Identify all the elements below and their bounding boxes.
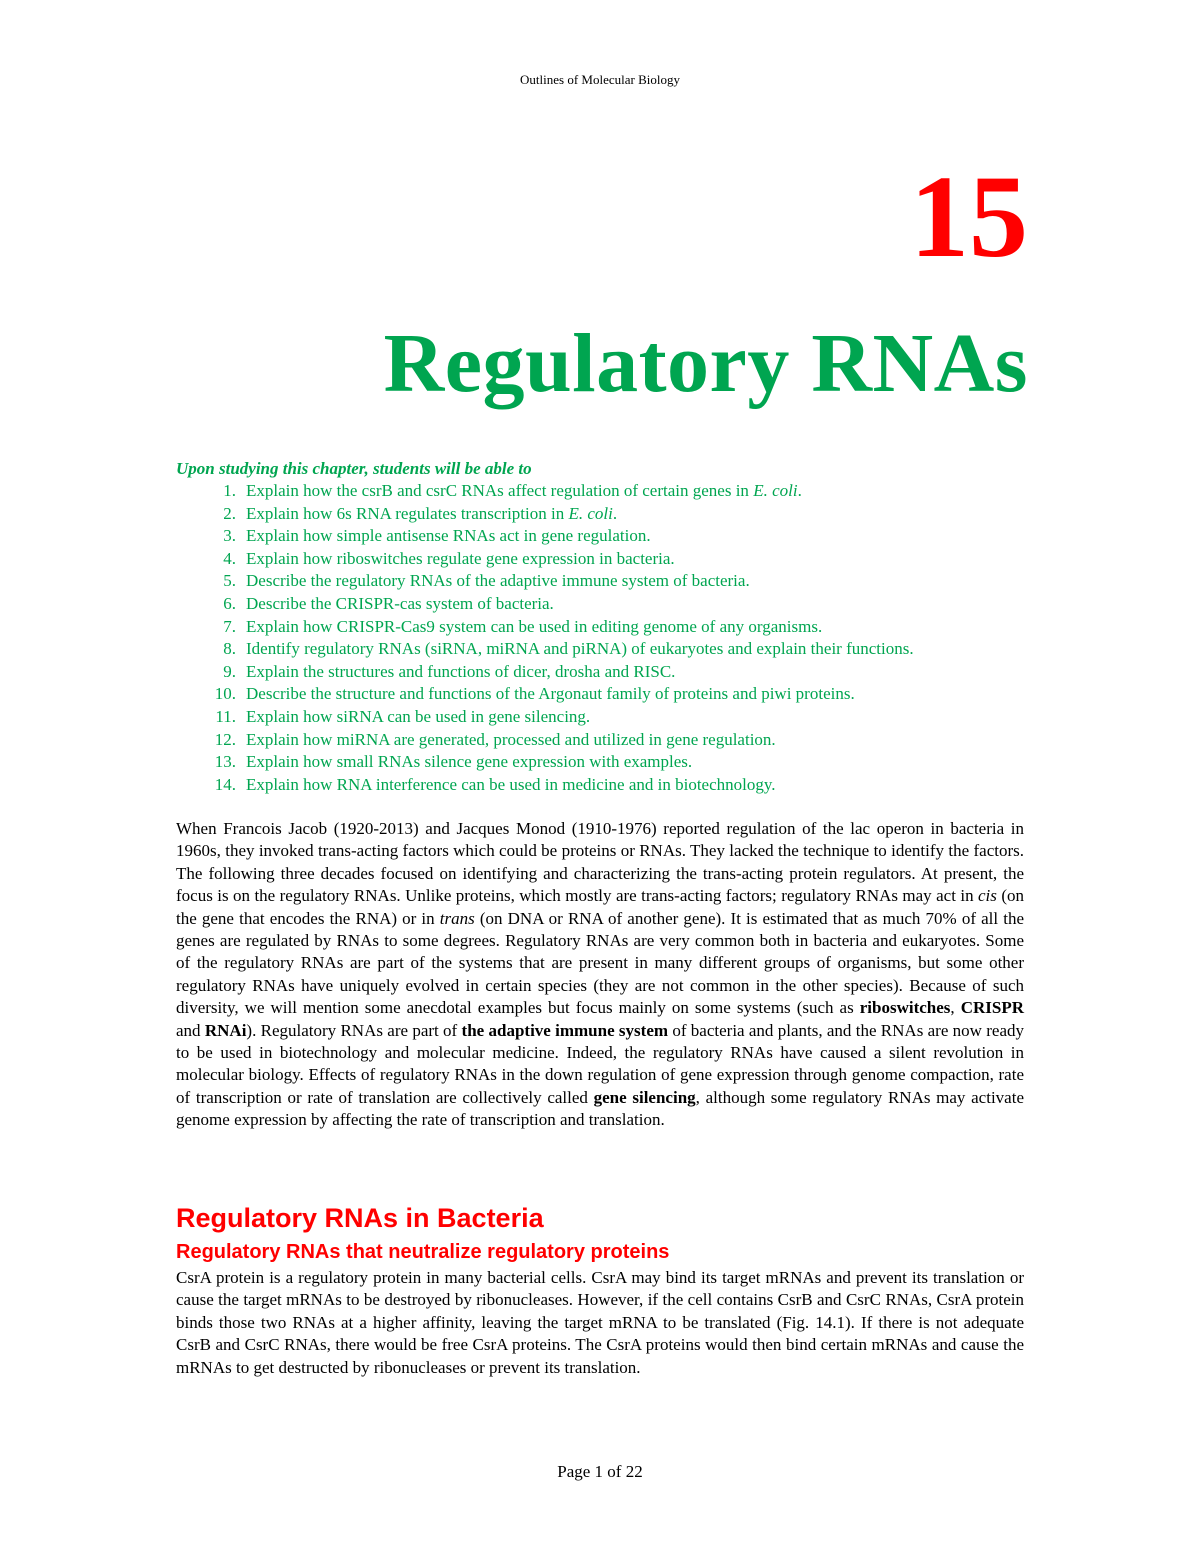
- italic-term: trans: [439, 908, 475, 928]
- objective-text: [246, 684, 855, 703]
- objective-text: [246, 526, 651, 545]
- text-run: Describe the CRISPR-cas system of bacteria.: [246, 593, 554, 613]
- text-run: Explain how simple antisense RNAs act in gene regulation.: [246, 526, 651, 546]
- objective-number: 9.: [223, 661, 236, 681]
- objective-item: [176, 683, 1036, 706]
- objective-text: [246, 504, 617, 523]
- subsection-heading: Regulatory RNAs that neutralize regulatory proteins: [176, 1241, 670, 1263]
- objective-text: [246, 775, 776, 794]
- chapter-number: 15: [910, 151, 1028, 282]
- objective-text: [246, 481, 802, 500]
- objective-number: 13.: [214, 752, 236, 772]
- running-header: Outlines of Molecular Biology: [520, 72, 680, 87]
- text-run: Explain how miRNA are generated, processed and utilized in gene regulation.: [246, 729, 776, 749]
- objective-item: [176, 548, 1036, 571]
- bold-term: the adaptive immune system: [461, 1020, 669, 1040]
- objective-number: 10.: [214, 684, 236, 704]
- objective-number: 6.: [223, 593, 236, 613]
- objective-text: [246, 707, 590, 726]
- objective-item: [176, 661, 1036, 684]
- objective-text: [246, 594, 554, 613]
- objective-item: [176, 616, 1036, 639]
- italic-term: E. coli: [568, 503, 613, 523]
- objective-number: 11.: [215, 706, 236, 726]
- objective-item: [176, 751, 1036, 774]
- objective-item: [176, 638, 1036, 661]
- text-run: Explain how CRISPR-Cas9 system can be used in editing genome of any organisms.: [246, 616, 823, 636]
- text-run: ). Regulatory RNAs are part of: [246, 1020, 462, 1040]
- text-run: Explain how the csrB and csrC RNAs affect regulation of certain genes in: [246, 481, 754, 500]
- bold-term: riboswitches: [859, 998, 951, 1018]
- text-run: Describe the structure and functions of the Argonaut family of proteins and piwi proteins.: [246, 684, 855, 704]
- text-run: Explain how riboswitches regulate gene expression in bacteria.: [246, 548, 675, 568]
- text-run: Explain the structures and functions of dicer, drosha and RISC.: [246, 661, 676, 681]
- text-run: and: [176, 1020, 205, 1040]
- bold-term: RNAi: [204, 1020, 247, 1040]
- text-run: , although some regulatory RNAs may activate genome expression by affecting the rate of transcription and translation.: [176, 1087, 1024, 1130]
- objective-text: [246, 752, 692, 771]
- text-run: When Francois Jacob (1920-2013) and Jacques Monod (1910-1976) reported regulation of the lac operon in bacteria in 1960s, they invoked trans-acting factors which could be proteins or RNAs. They lacked the technique to identify the factors. The following three decades focused on identifying and characterizing the trans-acting protein regulators. At present, the focus is on the regulatory RNAs. Unlike proteins, which mostly are trans-acting factors; regulatory RNAs may act in: [176, 819, 1024, 906]
- text-run: (on DNA or RNA of another gene). It is estimated that as much 70% of all the genes are regulated by RNAs to some degrees. Regulatory RNAs are very common both in bacteria and eukaryotes. Some of the regulatory RNAs are part of the systems that are present in many different groups of organisms, but some other regulatory RNAs have uniquely evolved in certain species (they are not common in the other species). Because of such diversity, we will mention some anecdotal examples but focus mainly on some systems (such as: [176, 908, 1024, 1018]
- text-run: (on the gene that encodes the RNA) or in: [176, 886, 1024, 928]
- section-heading: Regulatory RNAs in Bacteria: [176, 1203, 544, 1233]
- objective-number: 12.: [214, 729, 236, 749]
- objective-text: [246, 639, 914, 658]
- objective-number: 2.: [223, 503, 236, 523]
- objective-item: [176, 774, 1036, 797]
- objectives-intro: Upon studying this chapter, students will be able to: [176, 459, 532, 478]
- objective-number: 8.: [223, 639, 236, 659]
- objective-number: 1.: [223, 481, 236, 500]
- objective-item: [176, 503, 1036, 526]
- text-run: Explain how small RNAs silence gene expression with examples.: [246, 752, 693, 772]
- text-run: .: [797, 481, 802, 500]
- text-run: ,: [950, 998, 961, 1018]
- objective-text: [246, 662, 675, 681]
- page-number: Page 1 of 22: [557, 1462, 643, 1481]
- objective-text: [246, 617, 822, 636]
- objective-item: [176, 729, 1036, 752]
- objective-text: [246, 730, 776, 749]
- bold-term: CRISPR: [960, 998, 1024, 1018]
- text-run: Explain how siRNA can be used in gene silencing.: [246, 706, 591, 726]
- learning-objectives: [176, 458, 1036, 796]
- text-run: Explain how RNA interference can be used in medicine and in biotechnology.: [246, 774, 776, 794]
- objective-item: [176, 480, 1036, 503]
- italic-term: cis: [978, 886, 997, 906]
- text-run: Explain how 6s RNA regulates transcription in: [246, 503, 569, 523]
- text-run: Identify regulatory RNAs (siRNA, miRNA and piRNA) of eukaryotes and explain their functions.: [246, 639, 914, 659]
- chapter-title: Regulatory RNAs: [383, 317, 1028, 410]
- objective-item: [176, 593, 1036, 616]
- objective-item: [176, 570, 1036, 593]
- objective-text: [246, 571, 750, 590]
- text-run: of bacteria and plants, and the RNAs are now ready to be used in biotechnology and molecular medicine. Indeed, the regulatory RNAs have caused a silent revolution in molecular biology. Effects of regulatory RNAs in the down regulation of gene expression through genome compaction, rate of transcription or rate of translation are collectively called: [176, 1020, 1024, 1107]
- objective-item: [176, 706, 1036, 729]
- objective-number: 7.: [223, 616, 236, 636]
- italic-term: E. coli: [753, 481, 798, 500]
- objective-number: 4.: [223, 548, 236, 568]
- objective-text: [246, 549, 675, 568]
- csra-paragraph: [176, 1267, 1024, 1379]
- objective-number: 14.: [214, 774, 236, 794]
- intro-paragraph: [176, 818, 1024, 1132]
- objective-item: [176, 525, 1036, 548]
- text-run: .: [612, 503, 618, 523]
- objective-number: 3.: [223, 526, 236, 546]
- objective-number: 5.: [223, 571, 236, 591]
- text-run: CsrA protein is a regulatory protein in many bacterial cells. CsrA may bind its target mRNAs and prevent its translation or cause the target mRNAs to be destroyed by ribonucleases. However, if the cell contains CsrB and CsrC RNAs, CsrA protein binds those two RNAs at a higher affinity, leaving the target mRNA to be translated (Fig. 14.1). If there is not adequate CsrB and CsrC RNAs, there would be free CsrA proteins. The CsrA proteins would then bind certain mRNAs and cause the mRNAs to get destructed by ribonucleases or prevent its translation.: [176, 1268, 1024, 1377]
- text-run: Describe the regulatory RNAs of the adaptive immune system of bacteria.: [246, 571, 750, 591]
- objectives-list: [176, 480, 1036, 796]
- bold-term: gene silencing: [593, 1087, 696, 1107]
